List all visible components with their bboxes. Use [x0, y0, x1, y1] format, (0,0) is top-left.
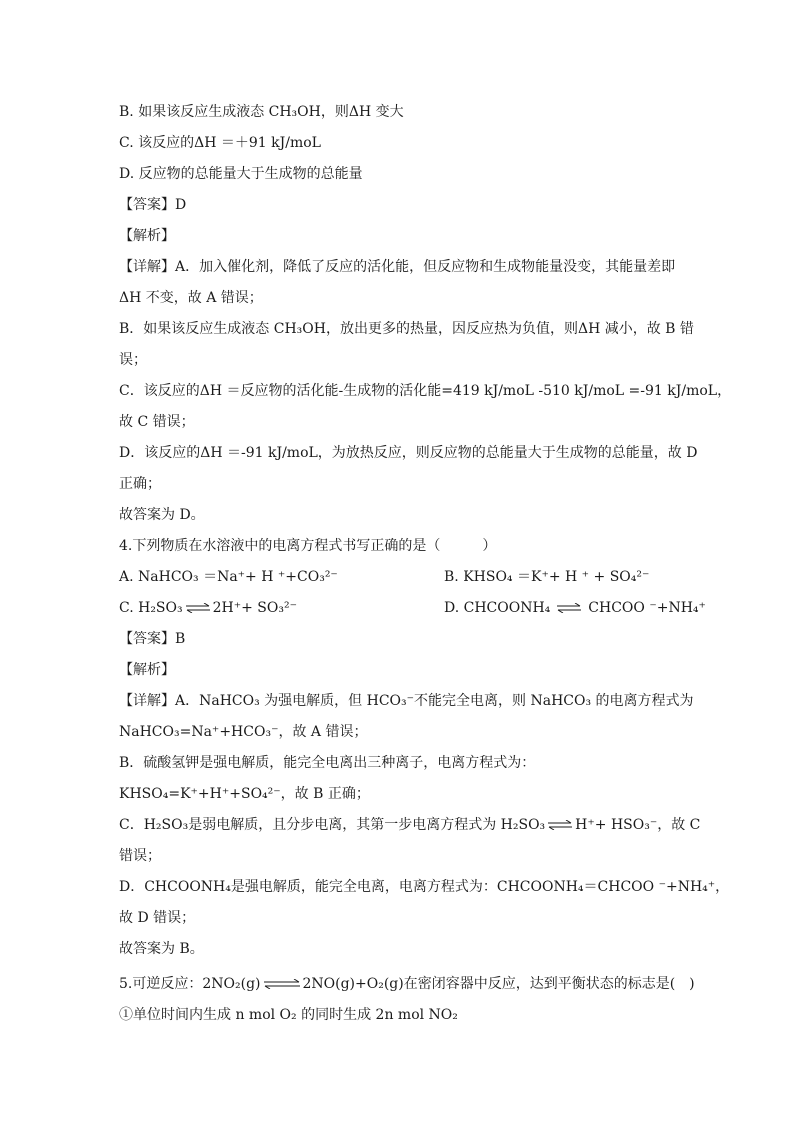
text-line: B．如果该反应生成液态 CH₃OH，放出更多的热量，因反应热为负值，则ΔH 减小，故 B 错 — [119, 321, 694, 337]
option-d-left: D. CHCOONH₄ — [444, 600, 551, 616]
q5-right: 2NO(g)+O₂(g)在密闭容器中反应，达到平衡状态的标志是( ) — [302, 976, 695, 992]
text-line: 正确； — [119, 476, 161, 492]
text-line: 故答案为 D。 — [119, 507, 205, 523]
text-line: 故 C 错误； — [119, 414, 195, 430]
option-c-left: C. H₂SO₃ — [119, 600, 183, 616]
text-line: D．CHCOONH₄是强电解质，能完全电离，电离方程式为：CHCOONH₄＝CHCOO ⁻+NH₄⁺， — [119, 879, 730, 895]
text-line: 错误； — [119, 848, 161, 864]
option-c — [119, 599, 297, 617]
analysis-label: 【解析】 — [119, 228, 175, 244]
analysis-label: 【解析】 — [119, 662, 175, 678]
text-line: C．该反应的ΔH ＝反应物的活化能-生成物的活化能=419 kJ/moL -510 kJ/moL =-91 kJ/moL， — [119, 383, 732, 399]
option-d-right: CHCOO ⁻+NH₄⁺ — [588, 600, 706, 616]
text-line: B. 如果该反应生成液态 CH₃OH，则ΔH 变大 — [119, 104, 404, 120]
text-line: ΔH 不变，故 A 错误； — [119, 290, 263, 306]
text-line: 故 D 错误； — [119, 910, 196, 926]
q5-item-1: ①单位时间内生成 n mol O₂ 的同时生成 2n mol NO₂ — [119, 1007, 458, 1023]
question-4: 4.下列物质在水溶液中的电离方程式书写正确的是（ ） — [119, 538, 497, 554]
c-explain-right: H⁺+ HSO₃⁻，故 C — [575, 817, 701, 833]
text-line: B．硫酸氢钾是强电解质，能完全电离出三种离子，电离方程式为： — [119, 755, 536, 771]
option-a: A. NaHCO₃ ＝Na⁺+ H ⁺+CO₃²⁻ — [119, 569, 338, 585]
text-line: KHSO₄=K⁺+H⁺+SO₄²⁻，故 B 正确； — [119, 786, 370, 802]
option-b: B. KHSO₄ ＝K⁺+ H ⁺ + SO₄²⁻ — [444, 569, 650, 585]
text-line: 误； — [119, 352, 147, 368]
equilibrium-arrow-icon — [263, 979, 301, 989]
answer-label: 【答案】D — [119, 197, 187, 213]
c-explain-left: C．H₂SO₃是弱电解质，且分步电离，其第一步电离方程式为 H₂SO₃ — [119, 817, 546, 833]
text-line: 【详解】A．加入催化剂，降低了反应的活化能，但反应物和生成物能量没变，其能量差即 — [119, 259, 676, 275]
q5-left: 5.可逆反应：2NO₂(g) — [119, 976, 261, 992]
text-line: 【详解】A．NaHCO₃ 为强电解质，但 HCO₃⁻不能完全电离，则 NaHCO₃ 的电离方程式为 — [119, 693, 694, 709]
question-5 — [119, 975, 695, 993]
option-d — [444, 599, 706, 617]
equilibrium-arrow-icon — [556, 603, 582, 613]
equilibrium-arrow-icon — [547, 820, 573, 830]
answer-label: 【答案】B — [119, 631, 186, 647]
text-line — [119, 816, 700, 834]
text-line: D. 反应物的总能量大于生成物的总能量 — [119, 166, 363, 182]
text-line: NaHCO₃=Na⁺+HCO₃⁻，故 A 错误； — [119, 724, 368, 740]
text-line: C. 该反应的ΔH ＝＋91 kJ/moL — [119, 135, 321, 151]
text-line: D．该反应的ΔH ＝-91 kJ/moL，为放热反应，则反应物的总能量大于生成物的总能量，故 D — [119, 445, 698, 461]
equilibrium-arrow-icon — [185, 603, 211, 613]
option-c-right: 2H⁺+ SO₃²⁻ — [212, 600, 297, 616]
text-line: 故答案为 B。 — [119, 941, 204, 957]
